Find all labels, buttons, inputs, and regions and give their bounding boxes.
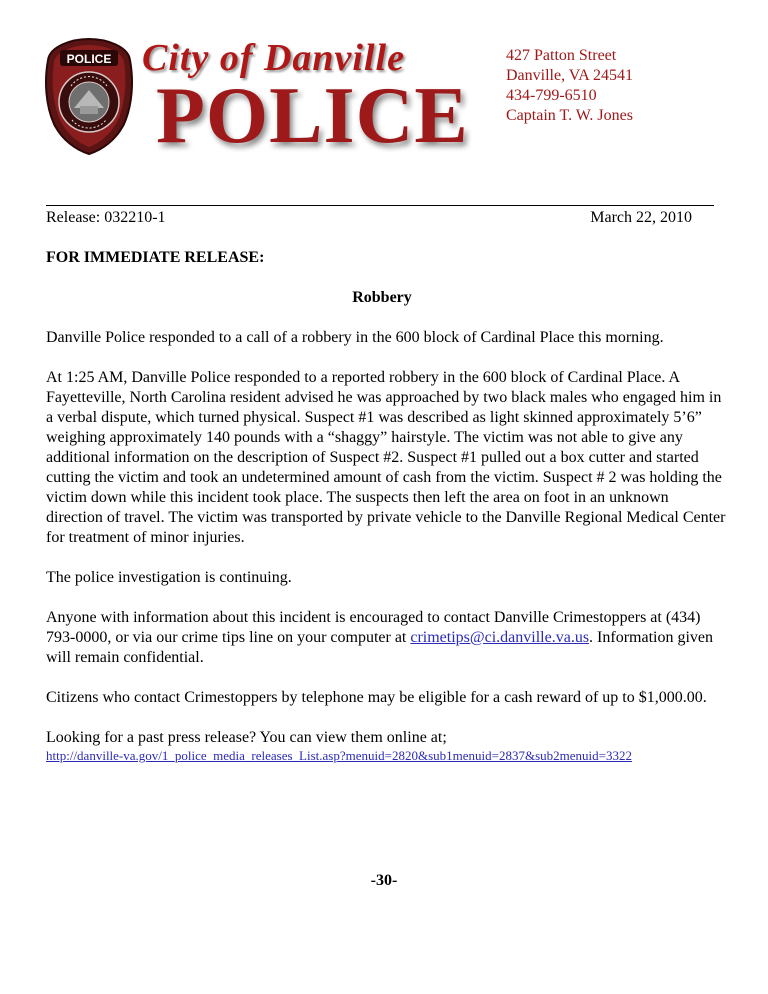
city-name-heading: City of Danville <box>142 37 405 79</box>
header-divider <box>46 205 714 206</box>
crimetips-email-link[interactable]: crimetips@ci.danville.va.us <box>410 629 590 646</box>
police-heading: POLICE <box>156 72 469 160</box>
tips-text-end: . Information given will remain confidential. <box>46 629 714 666</box>
release-info-row <box>46 208 692 228</box>
release-title: Robbery <box>352 289 412 306</box>
release-number: Release: 032210-1 <box>46 209 166 226</box>
paragraph-incident-details: At 1:25 AM, Danville Police responded to a reported robbery in the 600 block of Cardinal Place. A Fayetteville, North Carolina resident advised he was approached by two black males who engaged him in a verbal dispute, which turned physical. Suspect #1 was described as light skinned approximately 5’6” weighing approximately 140 pounds with a “shaggy” hairstyle. The victim was not able to give any additional information on the description of Suspect #2. Suspect #1 pulled out a box cutter and started cutting the victim and took an undetermined amount of cash from the victim. Suspect # 2 was holding the victim down while this incident took place. The suspects then left the area on foot in an unknown direction of travel. The victim was transported by private vehicle to the Danville Regional Medical Center for treatment of minor injuries. <box>46 369 726 546</box>
letterhead <box>0 0 768 200</box>
press-release-body <box>46 248 726 784</box>
paragraph-investigation: The police investigation is continuing. <box>46 569 292 586</box>
immediate-release-heading: FOR IMMEDIATE RELEASE: <box>46 249 265 266</box>
paragraph-past-releases <box>46 728 726 764</box>
tips-text: Anyone with information about this incident is encouraged to contact Danville Crimestoppers at (434) 793-0000, or via our crime tips line on your computer at <box>46 609 701 646</box>
address-street: 427 Patton Street <box>506 47 617 64</box>
paragraph-reward: Citizens who contact Crimestoppers by telephone may be eligible for a cash reward of up to $1,000.00. <box>46 689 707 706</box>
police-badge-logo <box>44 36 134 156</box>
end-mark: -30- <box>370 872 398 889</box>
svg-text:POLICE: POLICE <box>66 52 112 66</box>
address-captain: Captain T. W. Jones <box>506 107 633 124</box>
paragraph-summary: Danville Police responded to a call of a robbery in the 600 block of Cardinal Place this morning. <box>46 329 664 346</box>
paragraph-tips <box>46 608 726 668</box>
past-releases-text: Looking for a past press release? You can view them online at; <box>46 729 447 746</box>
past-releases-link[interactable]: http://danville-va.gov/1_police_media_releases_List.asp?menuid=2820&sub1menuid=2837&sub2menuid=3322 <box>46 748 632 763</box>
address-city: Danville, VA 24541 <box>506 67 633 84</box>
department-address <box>506 46 633 126</box>
address-phone: 434-799-6510 <box>506 87 597 104</box>
release-date: March 22, 2010 <box>590 209 692 226</box>
